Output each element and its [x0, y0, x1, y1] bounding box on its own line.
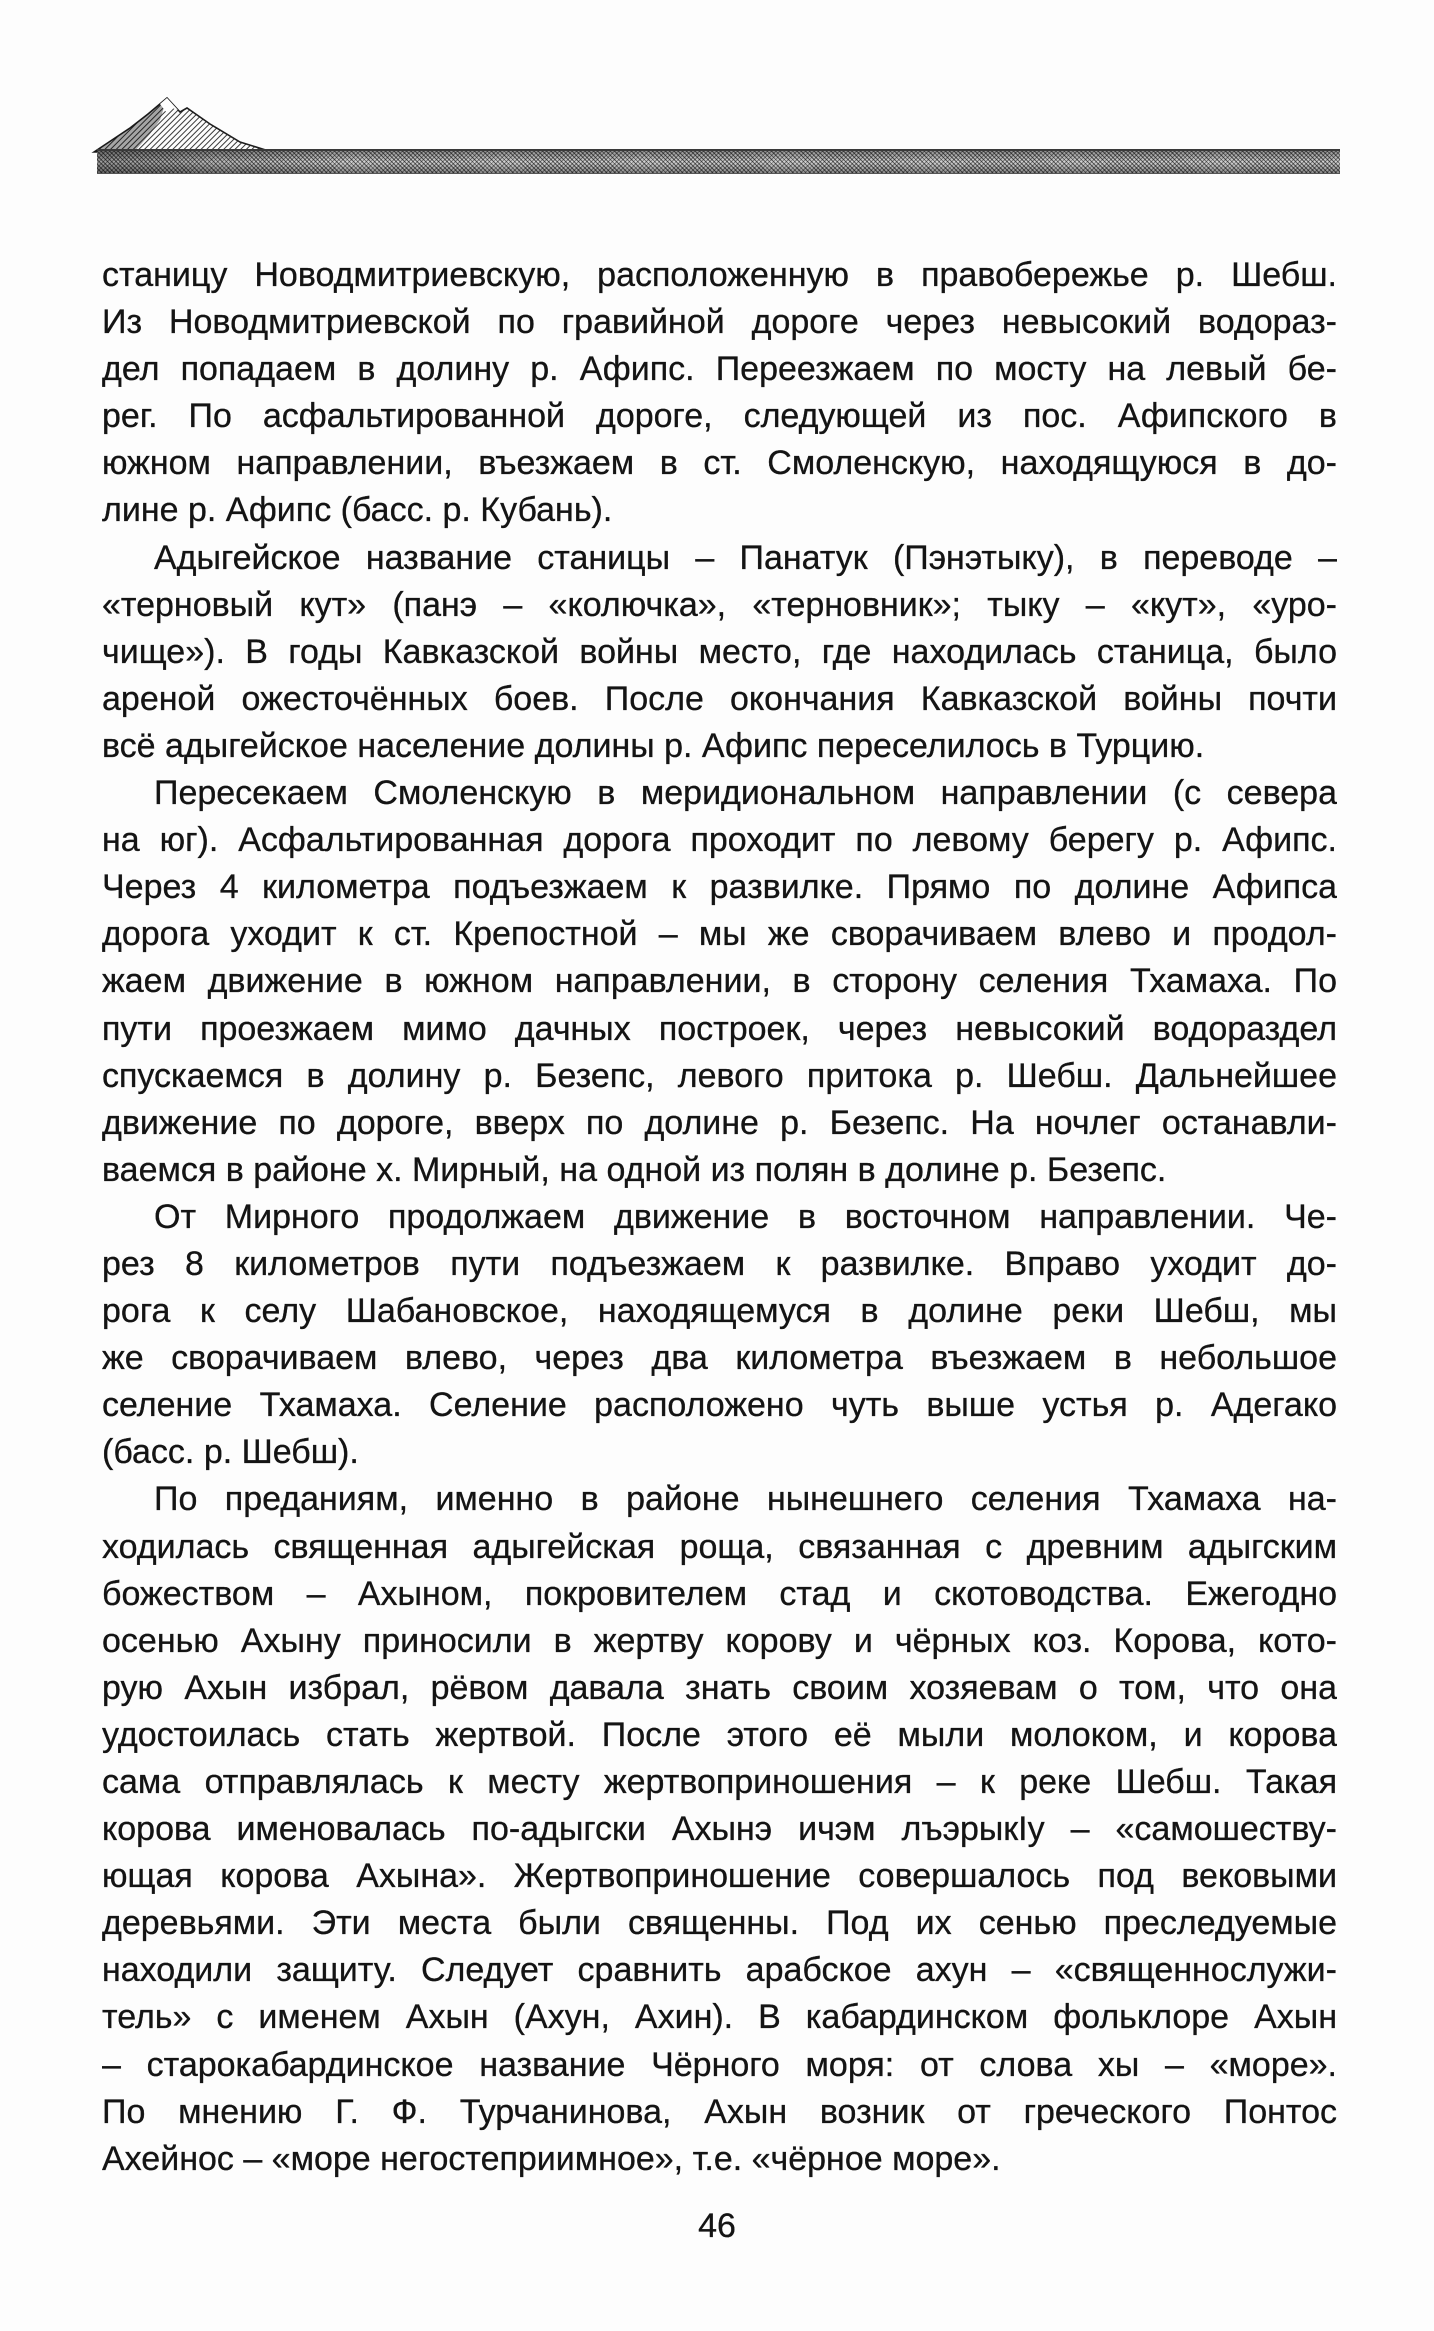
text-line: дел попадаем в долину р. Афипс. Переезжаем по мосту на левый бе- [102, 350, 1337, 389]
paragraph [102, 1194, 1337, 1477]
text-line: тель» с именем Ахын (Ахун, Ахин). В кабардинском фольклоре Ахын [102, 1998, 1337, 2037]
text-line: чище»). В годы Кавказской войны место, где находилась станица, было [102, 632, 1337, 671]
text-line: деревьями. Эти места были священны. Под их сенью преследуемые [102, 1904, 1337, 1943]
header-rule [97, 149, 1340, 174]
text-line: сама отправлялась к месту жертвоприношения – к реке Шебш. Такая [102, 1763, 1337, 1801]
text-line: Через 4 километра подъезжаем к развилке. Прямо по долине Афипса [102, 868, 1337, 907]
text-line: рую Ахын избрал, рёвом давала знать своим хозяевам о том, что она [102, 1668, 1337, 1707]
text-line: Из Новодмитриевской по гравийной дороге через невысокий водораз- [102, 303, 1337, 342]
text-line: – старокабардинское название Чёрного моря: от слова хы – «море». [102, 2045, 1337, 2084]
text-line: ареной ожесточённых боев. После окончания Кавказской войны почти [102, 679, 1337, 718]
text-line: движение по дороге, вверх по долине р. Безепс. На ночлег останавли- [102, 1103, 1337, 1142]
paragraph [102, 770, 1337, 1194]
text-line: ющая корова Ахына». Жертвоприношение совершалось под вековыми [102, 1857, 1337, 1896]
text-line: пути проезжаем мимо дачных построек, через невысокий водораздел [102, 1009, 1337, 1048]
text-line: же сворачиваем влево, через два километра въезжаем в небольшое [102, 1339, 1337, 1378]
text-line: рез 8 километров пути подъезжаем к развилке. Вправо уходит до- [102, 1244, 1337, 1283]
paragraph [102, 1476, 1337, 2182]
text-line: на юг). Асфальтированная дорога проходит по левому берегу р. Афипс. [102, 821, 1337, 860]
body-text [102, 252, 1337, 2183]
text-line: южном направлении, въезжаем в ст. Смоленскую, находящуюся в до- [102, 444, 1337, 483]
page-number: 46 [698, 2207, 736, 2245]
text-line: Ахейнос – «море негостеприимное», т.е. «чёрное море». [102, 2139, 1001, 2178]
text-line: ваемся в районе х. Мирный, на одной из полян в долине р. Безепс. [102, 1150, 1167, 1189]
paragraph [102, 535, 1337, 770]
text-line: рег. По асфальтированной дороге, следующей из пос. Афипского в [102, 397, 1337, 436]
text-line: спускаемся в долину р. Безепс, левого притока р. Шебш. Дальнейшее [102, 1056, 1337, 1095]
text-line: осенью Ахыну приносили в жертву корову и чёрных коз. Корова, кото- [102, 1621, 1337, 1660]
text-line: По мнению Г. Ф. Турчанинова, Ахын возник от греческого Понтос [102, 2092, 1337, 2131]
text-line: корова именовалась по-адыгски Ахынэ ичэм лъэрыкIу – «самошеству- [102, 1810, 1337, 1849]
text-line: находили защиту. Следует сравнить арабское ахун – «священнослужи- [102, 1951, 1337, 1990]
text-line: (басс. р. Шебш). [102, 1433, 359, 1472]
text-line: дорога уходит к ст. Крепостной – мы же сворачиваем влево и продол- [102, 915, 1337, 954]
text-line: рога к селу Шабановское, находящемуся в долине реки Шебш, мы [102, 1292, 1337, 1331]
text-line: селение Тхамаха. Селение расположено чуть выше устья р. Адегако [102, 1386, 1337, 1425]
text-line: От Мирного продолжаем движение в восточном направлении. Че- [154, 1197, 1337, 1236]
text-line: божеством – Ахыном, покровителем стад и скотоводства. Ежегодно [102, 1574, 1337, 1613]
text-line: лине р. Афипс (басс. р. Кубань). [102, 491, 613, 530]
paragraph [102, 252, 1337, 535]
text-line: Пересекаем Смоленскую в меридиональном направлении (с севера [154, 774, 1337, 813]
text-line: всё адыгейское население долины р. Афипс переселилось в Турцию. [102, 726, 1205, 765]
text-line: По преданиям, именно в районе нынешнего селения Тхамаха на- [154, 1480, 1337, 1519]
text-line: ходилась священная адыгейская роща, связанная с древним адыгским [102, 1527, 1337, 1566]
text-line: «терновый кут» (панэ – «колючка», «терновник»; тыку – «кут», «уро- [102, 585, 1337, 624]
text-line: Адыгейское название станицы – Панатук (Пэнэтыку), в переводе – [154, 538, 1337, 577]
text-line: жаем движение в южном направлении, в сторону селения Тхамаха. По [102, 962, 1337, 1001]
text-line: станицу Новодмитриевскую, расположенную в правобережье р. Шебш. [102, 256, 1337, 294]
text-line: удостоилась стать жертвой. После этого её мыли молоком, и корова [102, 1715, 1337, 1754]
